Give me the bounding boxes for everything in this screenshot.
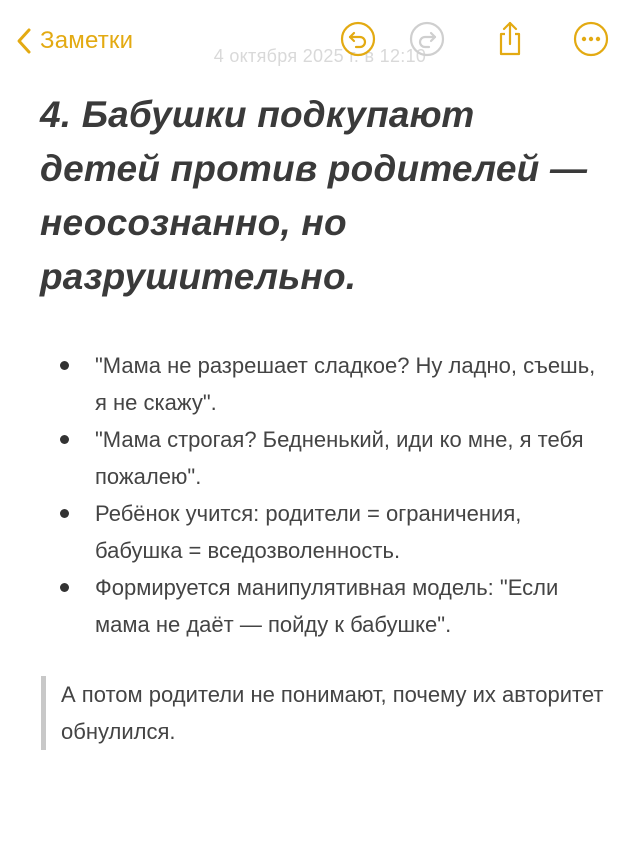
note-date: 4 октября 2025 г. в 12:10 bbox=[213, 46, 427, 66]
bullet-dot-icon bbox=[60, 509, 69, 518]
share-icon bbox=[491, 20, 529, 58]
back-button-label: Заметки bbox=[40, 27, 134, 54]
undo-button[interactable] bbox=[339, 20, 377, 58]
list-item[interactable] bbox=[0, 421, 640, 495]
list-item-text: "Мама строгая? Бедненький, иди ко мне, я тебя пожалею". bbox=[95, 427, 584, 489]
note-title[interactable]: 4. Бабушки подкупают детей против родителей — неосознанно, но разрушительно. bbox=[40, 94, 588, 297]
block-quote[interactable]: А потом родители не понимают, почему их авторитет обнулился. bbox=[41, 676, 621, 750]
list-item[interactable] bbox=[0, 495, 640, 569]
list-item[interactable] bbox=[0, 569, 640, 643]
bullet-dot-icon bbox=[60, 435, 69, 444]
more-button[interactable] bbox=[572, 20, 610, 58]
list-item-text: "Мама не разрешает сладкое? Ну ладно, съешь, я не скажу". bbox=[95, 353, 596, 415]
list-item-text: Ребёнок учится: родители = ограничения, бабушка = вседозволенность. bbox=[95, 501, 522, 563]
toolbar bbox=[0, 0, 640, 84]
bullet-dot-icon bbox=[60, 361, 69, 370]
list-item-text: Формируется манипулятивная модель: "Если мама не даёт — пойду к бабушке". bbox=[95, 575, 559, 637]
more-icon bbox=[572, 20, 610, 58]
redo-button[interactable] bbox=[408, 20, 446, 58]
bullet-dot-icon bbox=[60, 583, 69, 592]
bullet-list bbox=[0, 347, 640, 643]
share-button[interactable] bbox=[491, 20, 529, 58]
redo-icon bbox=[408, 20, 446, 58]
list-item[interactable] bbox=[0, 347, 640, 421]
undo-icon bbox=[339, 20, 377, 58]
